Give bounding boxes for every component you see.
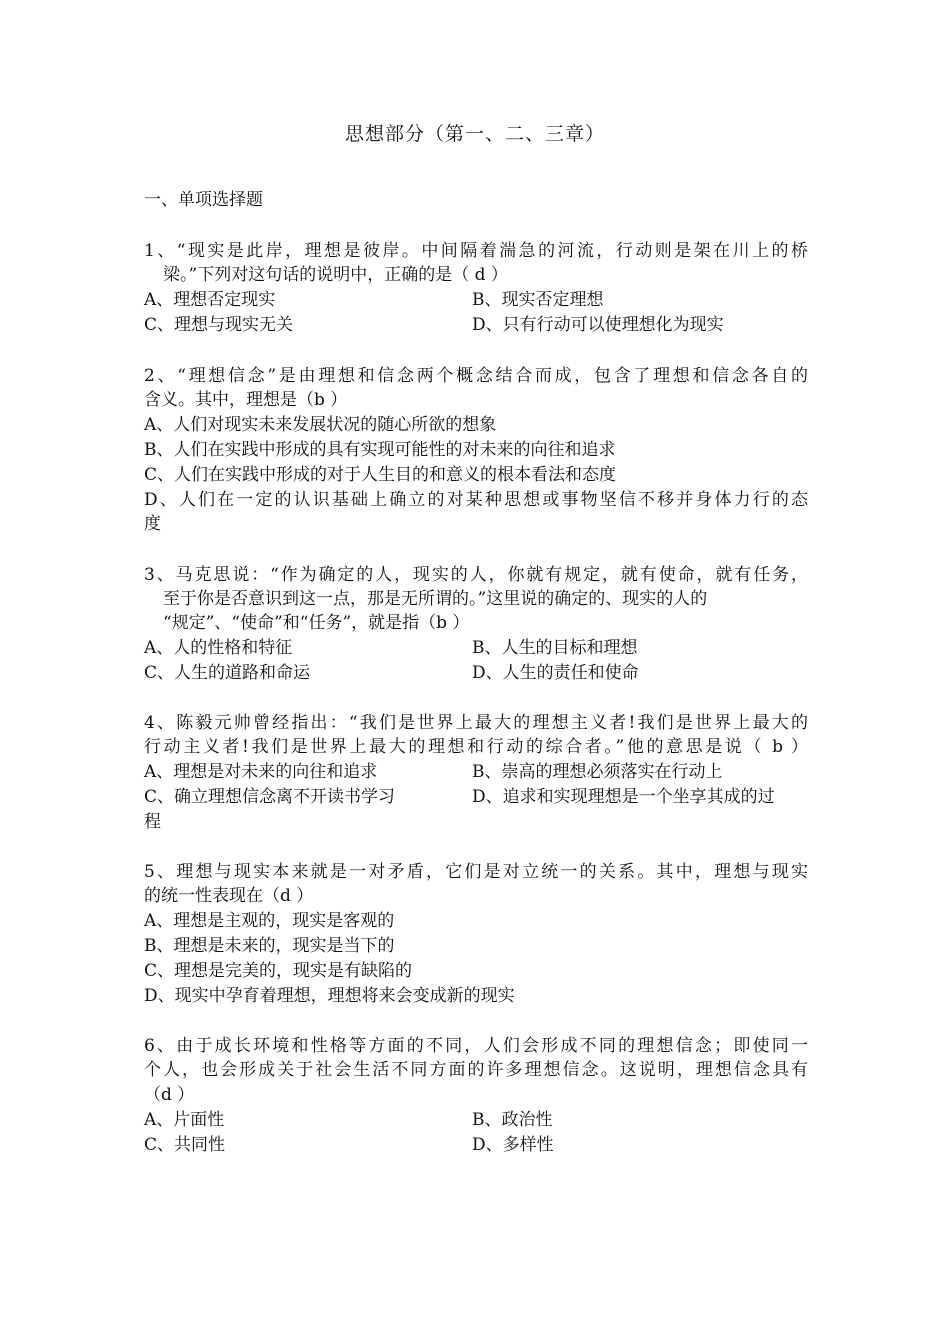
question-2-stem-line-2: 含义。其中，理想是（b ） [144,390,348,410]
question-6-option-d: D、多样性 [472,1135,554,1155]
question-4-option-b: B、崇高的理想必须落实在行动上 [472,762,723,782]
question-2-option-d-continued: 度 [144,514,161,534]
question-4-option-a: A、理想是对未来的向往和追求 [144,762,378,782]
question-6-option-c: C、共同性 [144,1135,226,1155]
question-3-stem-line-3: “规定”、“使命”和“任务”，就是指（b ） [163,613,470,633]
question-6-stem-line-2: 个人，也会形成关于社会生活不同方面的许多理想信念。这说明，理想信念具有 [144,1060,808,1080]
question-2-option-b: B、人们在实践中形成的具有实现可能性的对未来的向往和追求 [144,440,616,460]
question-3-option-a: A、人的性格和特征 [144,638,293,658]
question-5-stem-line-1: 5、理想与现实本来就是一对矛盾，它们是对立统一的关系。其中，理想与现实 [144,862,808,882]
question-1-option-b: B、现实否定理想 [472,290,604,310]
question-4-option-d: D、追求和实现理想是一个坐享其成的过 [472,787,775,807]
question-6-stem-line-1: 6、由于成长环境和性格等方面的不同，人们会形成不同的理想信念；即使同一 [144,1036,808,1056]
question-4-stem-line-2: 行动主义者!我们是世界上最大的理想和行动的综合者。”他的意思是说（ b ） [144,737,808,757]
page-title: 思想部分（第一、二、三章） [344,123,605,145]
question-2-option-c: C、人们在实践中形成的对于人生目的和意义的根本看法和态度 [144,465,617,485]
question-6-option-a: A、片面性 [144,1110,225,1130]
question-5-option-b: B、理想是未来的，现实是当下的 [144,936,395,956]
question-1-option-d: D、只有行动可以使理想化为现实 [472,315,724,335]
question-1-option-c: C、理想与现实无关 [144,315,294,335]
question-4-option-d-continued: 程 [144,812,161,832]
section-heading: 一、单项选择题 [144,190,263,210]
question-3-stem-line-1: 3、马克思说：“作为确定的人，现实的人，你就有规定，就有使命，就有任务， [144,565,808,585]
question-5-stem-line-2: 的统一性表现在（d ） [144,886,314,906]
question-2-option-d: D、人们在一定的认识基础上确立的对某种思想或事物坚信不移并身体力行的态 [144,490,808,510]
question-4-stem-line-1: 4、陈毅元帅曾经指出：“我们是世界上最大的理想主义者!我们是世界上最大的 [144,713,808,733]
question-1-stem-line-1: 1、“现实是此岸，理想是彼岸。中间隔着湍急的河流，行动则是架在川上的桥 [144,241,808,261]
question-2-stem-line-1: 2、“理想信念”是由理想和信念两个概念结合而成，包含了理想和信念各自的 [144,366,808,386]
question-5-option-d: D、现实中孕育着理想，理想将来会变成新的现实 [144,986,515,1006]
question-1-stem-line-2: 梁。”下列对这句话的说明中，正确的是（ d ） [163,265,508,285]
question-4-option-c: C、确立理想信念离不开读书学习 [144,787,396,807]
question-2-option-a: A、人们对现实未来发展状况的随心所欲的想象 [144,415,497,435]
question-3-option-b: B、人生的目标和理想 [472,638,638,658]
question-3-stem-line-2: 至于你是否意识到这一点，那是无所谓的。”这里说的确定的、现实的人的 [163,589,708,609]
question-6-option-b: B、政治性 [472,1110,553,1130]
question-3-option-d: D、人生的责任和使命 [472,663,639,683]
question-3-option-c: C、人生的道路和命运 [144,663,311,683]
question-5-option-a: A、理想是主观的，现实是客观的 [144,911,395,931]
question-5-option-c: C、理想是完美的，现实是有缺陷的 [144,961,413,981]
question-1-option-a: A、理想否定现实 [144,290,276,310]
question-6-stem-line-3: （d ） [144,1085,195,1105]
